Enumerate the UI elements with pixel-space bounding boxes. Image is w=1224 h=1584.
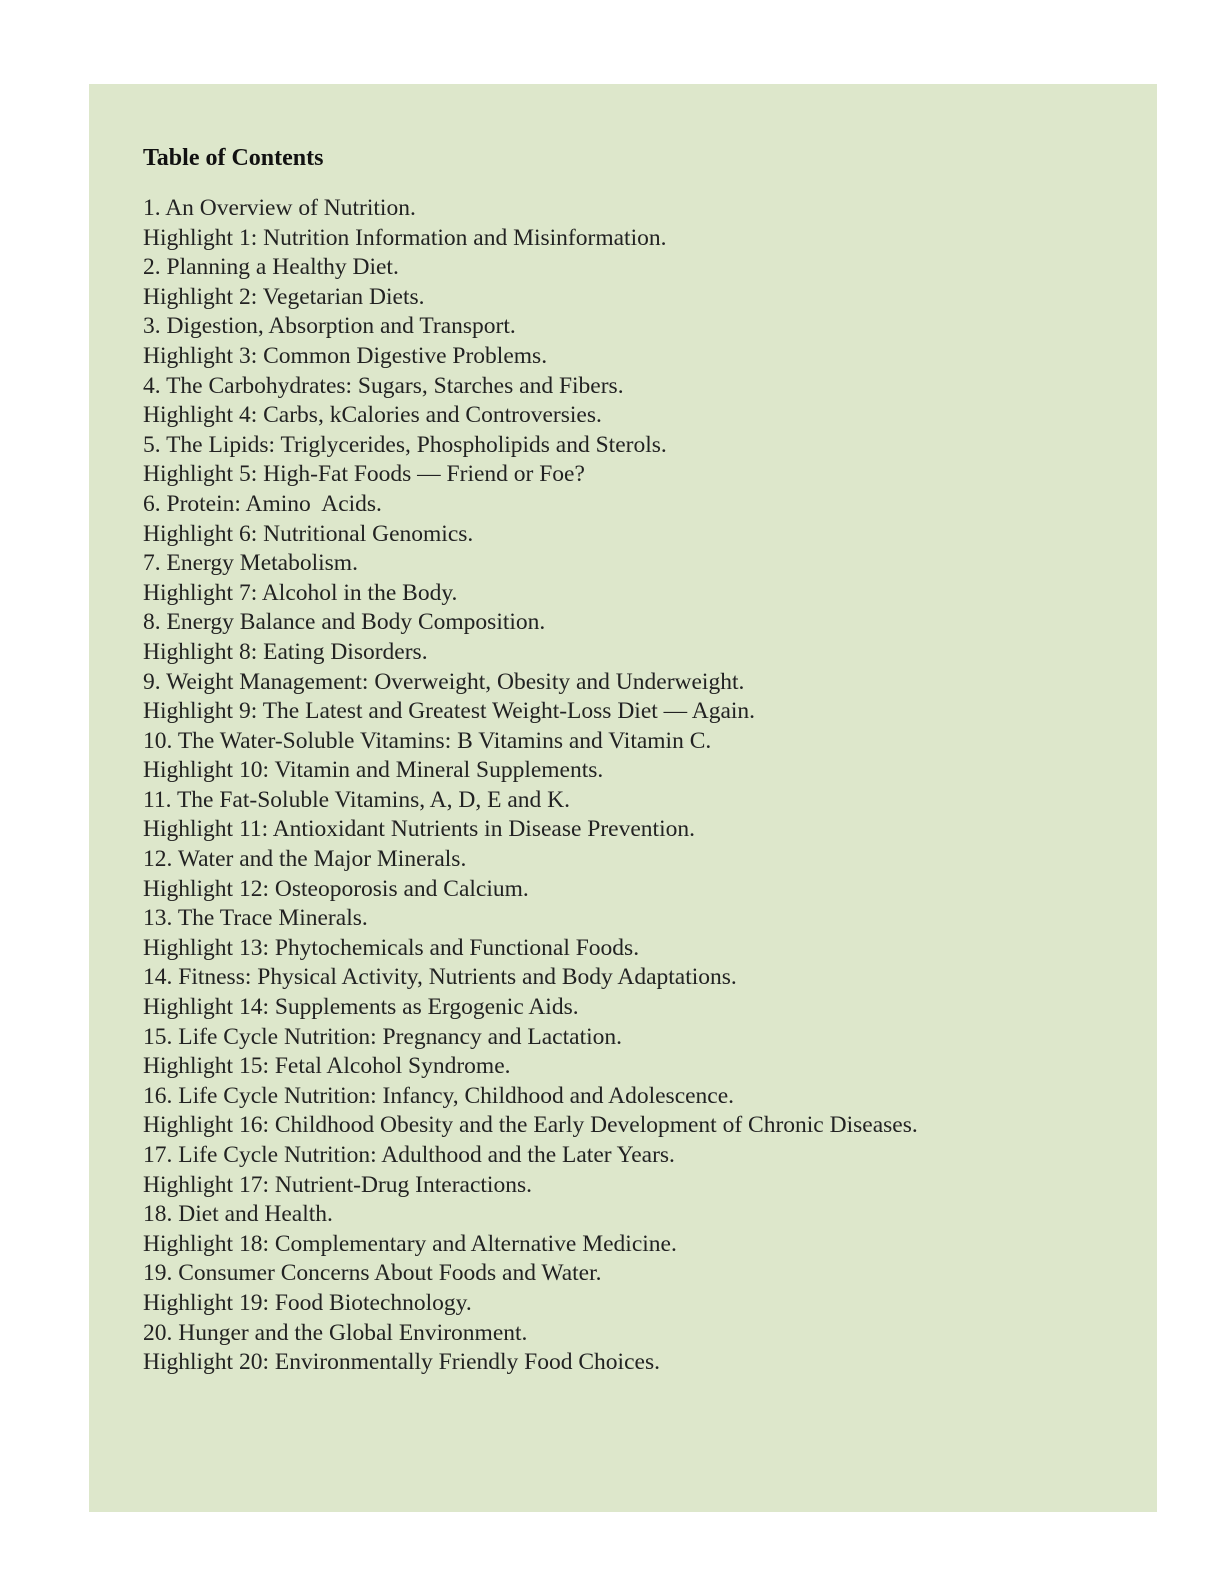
toc-entry-chapter-14: 14. Fitness: Physical Activity, Nutrients and Body Adaptations. (143, 964, 737, 991)
toc-entry-chapter-18: 18. Diet and Health. (143, 1201, 333, 1228)
toc-entry-highlight-18: Highlight 18: Complementary and Alternative Medicine. (143, 1230, 677, 1257)
toc-entry-highlight-10: Highlight 10: Vitamin and Mineral Supplements. (143, 757, 604, 784)
toc-entry-highlight-15: Highlight 15: Fetal Alcohol Syndrome. (143, 1053, 511, 1080)
toc-entry-chapter-3: 3. Digestion, Absorption and Transport. (143, 313, 516, 340)
toc-entry-highlight-11: Highlight 11: Antioxidant Nutrients in Disease Prevention. (143, 816, 695, 843)
toc-entry-highlight-2: Highlight 2: Vegetarian Diets. (143, 283, 425, 310)
toc-entry-chapter-15: 15. Life Cycle Nutrition: Pregnancy and Lactation. (143, 1023, 622, 1050)
toc-entry-highlight-16: Highlight 16: Childhood Obesity and the Early Development of Chronic Diseases. (143, 1112, 918, 1139)
toc-entry-chapter-2: 2. Planning a Healthy Diet. (143, 254, 399, 281)
toc-entry-chapter-7: 7. Energy Metabolism. (143, 550, 358, 577)
toc-entry-highlight-6: Highlight 6: Nutritional Genomics. (143, 520, 474, 547)
toc-entry-chapter-10: 10. The Water-Soluble Vitamins: B Vitamins and Vitamin C. (143, 727, 712, 754)
toc-entry-chapter-9: 9. Weight Management: Overweight, Obesity and Underweight. (143, 668, 745, 695)
toc-entry-highlight-17: Highlight 17: Nutrient-Drug Interactions. (143, 1171, 532, 1198)
toc-entry-highlight-4: Highlight 4: Carbs, kCalories and Controversies. (143, 402, 602, 429)
toc-entry-chapter-1: 1. An Overview of Nutrition. (143, 195, 416, 221)
toc-entry-highlight-3: Highlight 3: Common Digestive Problems. (143, 342, 548, 369)
toc-title: Table of Contents (143, 145, 324, 171)
toc-entry-highlight-13: Highlight 13: Phytochemicals and Functional Foods. (143, 934, 640, 961)
toc-entry-chapter-16: 16. Life Cycle Nutrition: Infancy, Childhood and Adolescence. (143, 1082, 735, 1109)
toc-entry-chapter-13: 13. The Trace Minerals. (143, 905, 368, 932)
toc-entry-highlight-7: Highlight 7: Alcohol in the Body. (143, 579, 458, 606)
toc-entry-chapter-4: 4. The Carbohydrates: Sugars, Starches and Fibers. (143, 372, 624, 399)
toc-list (143, 194, 918, 1378)
toc-entry-highlight-14: Highlight 14: Supplements as Ergogenic Aids. (143, 994, 579, 1021)
toc-entry-highlight-9: Highlight 9: The Latest and Greatest Weight-Loss Diet — Again. (143, 698, 756, 725)
toc-entry-chapter-20: 20. Hunger and the Global Environment. (143, 1319, 528, 1346)
toc-entry-highlight-5: Highlight 5: High-Fat Foods — Friend or Foe? (143, 461, 585, 488)
toc-entry-chapter-5: 5. The Lipids: Triglycerides, Phospholipids and Sterols. (143, 431, 667, 458)
toc-entry-highlight-20: Highlight 20: Environmentally Friendly Food Choices. (143, 1349, 660, 1376)
toc-entry-chapter-8: 8. Energy Balance and Body Composition. (143, 609, 546, 636)
toc-entry-chapter-12: 12. Water and the Major Minerals. (143, 846, 467, 873)
toc-entry-highlight-8: Highlight 8: Eating Disorders. (143, 638, 428, 665)
toc-entry-highlight-1: Highlight 1: Nutrition Information and Misinformation. (143, 224, 667, 251)
toc-entry-chapter-19: 19. Consumer Concerns About Foods and Water. (143, 1260, 602, 1287)
toc-entry-chapter-17: 17. Life Cycle Nutrition: Adulthood and the Later Years. (143, 1142, 675, 1168)
toc-entry-highlight-19: Highlight 19: Food Biotechnology. (143, 1289, 472, 1316)
toc-entry-chapter-6: 6. Protein: Amino Acids. (143, 490, 382, 517)
toc-entry-chapter-11: 11. The Fat-Soluble Vitamins, A, D, E and K. (143, 786, 571, 813)
toc-entry-highlight-12: Highlight 12: Osteoporosis and Calcium. (143, 875, 529, 902)
